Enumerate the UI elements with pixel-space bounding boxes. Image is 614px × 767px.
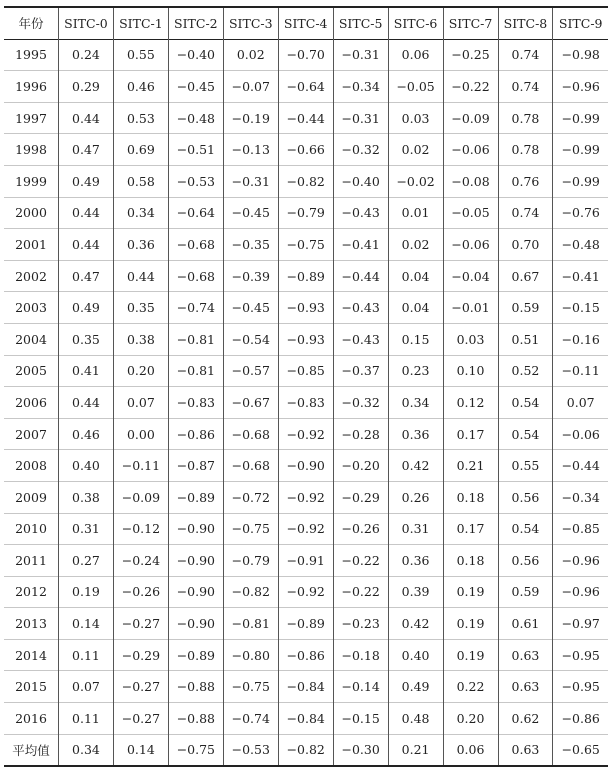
table-cell: −0.99 (553, 102, 608, 134)
table-cell: 0.51 (498, 323, 553, 355)
table-cell: −0.87 (168, 450, 223, 482)
table-cell: 0.47 (59, 134, 114, 166)
table-cell: 0.14 (59, 608, 114, 640)
table-row (4, 134, 608, 166)
table-cell: −0.92 (278, 513, 333, 545)
table-cell: −0.83 (168, 387, 223, 419)
table-cell: 0.02 (223, 39, 278, 71)
table-cell: 0.48 (388, 703, 443, 735)
table-cell: 0.03 (443, 323, 498, 355)
table-cell: 0.20 (443, 703, 498, 735)
table-row (4, 703, 608, 735)
table-cell: 0.38 (113, 323, 168, 355)
table-cell: −0.25 (443, 39, 498, 71)
row-label: 2003 (4, 292, 59, 324)
row-label: 2016 (4, 703, 59, 735)
row-label: 1995 (15, 47, 47, 63)
header-sitc-6: SITC-6 (388, 7, 443, 39)
table-cell: −0.51 (168, 134, 223, 166)
table-cell: −0.26 (333, 513, 388, 545)
table-cell: 0.20 (113, 355, 168, 387)
table-cell: −0.34 (333, 71, 388, 103)
table-cell: 0.44 (59, 229, 114, 261)
header-sitc-2: SITC-2 (168, 7, 223, 39)
table-row (4, 102, 608, 134)
table-cell: −0.22 (443, 71, 498, 103)
row-label: 2011 (4, 545, 59, 577)
table-cell: 0.74 (498, 39, 553, 71)
table-cell: 0.67 (498, 260, 553, 292)
table-cell: −0.92 (278, 481, 333, 513)
table-cell: −0.27 (113, 671, 168, 703)
table-cell: 0.39 (388, 576, 443, 608)
table-cell: 0.59 (498, 292, 553, 324)
table-row (4, 513, 608, 545)
table-cell: −0.28 (333, 418, 388, 450)
table-cell: 0.22 (443, 671, 498, 703)
table-cell: −0.27 (113, 608, 168, 640)
table-cell: 0.18 (443, 545, 498, 577)
table-cell: −0.86 (168, 418, 223, 450)
table-cell: −0.31 (333, 102, 388, 134)
table-cell: 0.38 (59, 481, 114, 513)
table-cell: 0.34 (388, 387, 443, 419)
table-cell: −0.54 (223, 323, 278, 355)
table-cell: 0.34 (113, 197, 168, 229)
table-row (4, 197, 608, 229)
table-cell: 0.63 (498, 671, 553, 703)
table-cell: −0.95 (553, 639, 608, 671)
table-cell: 0.07 (553, 387, 608, 419)
table-row (4, 481, 608, 513)
table-cell: −0.96 (553, 71, 608, 103)
table-cell: 0.78 (498, 102, 553, 134)
table-cell: −0.11 (113, 450, 168, 482)
table-cell: −0.99 (553, 165, 608, 197)
row-label: 2012 (4, 576, 59, 608)
table-row (4, 229, 608, 261)
table-cell: 0.70 (498, 229, 553, 261)
table-cell: −0.27 (113, 703, 168, 735)
table-cell: 0.07 (59, 671, 114, 703)
table-cell: −0.32 (333, 134, 388, 166)
table-cell: 0.04 (388, 260, 443, 292)
table-cell: −0.75 (278, 229, 333, 261)
table-cell: 0.74 (498, 197, 553, 229)
table-cell: 0.56 (498, 481, 553, 513)
trade-index-table (4, 6, 608, 767)
table-cell: −0.65 (553, 734, 608, 766)
table-cell: 0.27 (59, 545, 114, 577)
table-cell: 0.06 (388, 39, 443, 71)
table-row (4, 608, 608, 640)
table-cell: 0.47 (59, 260, 114, 292)
table-cell: 0.63 (498, 639, 553, 671)
table-cell: 0.69 (113, 134, 168, 166)
row-label: 2002 (4, 260, 59, 292)
table-cell: −0.81 (168, 355, 223, 387)
table-body (4, 39, 608, 766)
table-cell: −0.43 (333, 197, 388, 229)
table-cell: 0.49 (59, 292, 114, 324)
table-cell: 0.54 (498, 387, 553, 419)
table-cell: −0.90 (168, 513, 223, 545)
header-sitc-7: SITC-7 (443, 7, 498, 39)
table-cell: −0.68 (168, 260, 223, 292)
row-label: 2000 (4, 197, 59, 229)
row-label: 2009 (4, 481, 59, 513)
table-cell: −0.97 (553, 608, 608, 640)
table-cell: −0.75 (223, 671, 278, 703)
table-cell: 0.01 (388, 197, 443, 229)
row-label: 2005 (4, 355, 59, 387)
table-cell: 0.04 (388, 292, 443, 324)
table-cell: −0.39 (223, 260, 278, 292)
table-cell: −0.57 (223, 355, 278, 387)
table-cell: −0.64 (168, 197, 223, 229)
table-cell: 0.02 (388, 229, 443, 261)
table-cell: −0.75 (223, 513, 278, 545)
table-cell: −0.74 (223, 703, 278, 735)
row-label: 1996 (4, 71, 59, 103)
table-cell: −0.70 (278, 39, 333, 71)
table-cell: 0.07 (113, 387, 168, 419)
table-cell: −0.14 (333, 671, 388, 703)
table-cell: −0.35 (223, 229, 278, 261)
table-cell: −0.02 (388, 165, 443, 197)
table-cell: −0.89 (168, 639, 223, 671)
table-cell: 0.55 (113, 39, 168, 71)
table-cell: 0.44 (59, 387, 114, 419)
table-cell: 0.46 (113, 71, 168, 103)
table-cell: −0.29 (333, 481, 388, 513)
table-cell: 0.12 (443, 387, 498, 419)
table-cell: −0.09 (443, 102, 498, 134)
table-row (4, 639, 608, 671)
table-cell: −0.90 (168, 608, 223, 640)
table-cell: −0.20 (333, 450, 388, 482)
table-cell: 0.36 (388, 545, 443, 577)
table-cell: −0.04 (443, 260, 498, 292)
table-cell: 0.44 (59, 197, 114, 229)
table-cell: 0.46 (59, 418, 114, 450)
table-cell: 0.42 (388, 608, 443, 640)
header-year: 年份 (18, 16, 44, 32)
table-cell: −0.12 (113, 513, 168, 545)
table-cell: 0.56 (498, 545, 553, 577)
table-cell: 0.74 (498, 71, 553, 103)
table-cell: −0.85 (553, 513, 608, 545)
table-cell: 0.36 (113, 229, 168, 261)
table-cell: −0.82 (278, 734, 333, 766)
table-cell: −0.68 (223, 450, 278, 482)
table-cell: −0.89 (278, 260, 333, 292)
table-cell: −0.01 (443, 292, 498, 324)
table-row (4, 450, 608, 482)
table-cell: −0.44 (333, 260, 388, 292)
table-cell: 0.06 (443, 734, 498, 766)
row-label: 2010 (4, 513, 59, 545)
table-cell: 0.11 (59, 703, 114, 735)
table-cell: −0.40 (333, 165, 388, 197)
header-row (4, 7, 608, 39)
header-sitc-1: SITC-1 (113, 7, 168, 39)
table-cell: −0.15 (333, 703, 388, 735)
table-row (4, 671, 608, 703)
table-cell: −0.85 (278, 355, 333, 387)
row-label: 2014 (4, 639, 59, 671)
table-cell: −0.88 (168, 671, 223, 703)
row-label: 平均值 (4, 734, 59, 766)
table-cell: 0.21 (443, 450, 498, 482)
table-cell: 0.21 (388, 734, 443, 766)
table-cell: −0.84 (278, 671, 333, 703)
row-label: 2007 (4, 418, 59, 450)
table-cell: 0.40 (388, 639, 443, 671)
table-cell: −0.05 (443, 197, 498, 229)
table-cell: −0.76 (553, 197, 608, 229)
table-cell: 0.14 (113, 734, 168, 766)
table-cell: −0.92 (278, 576, 333, 608)
table-cell: 0.41 (59, 355, 114, 387)
table-cell: −0.93 (278, 292, 333, 324)
row-label: 2015 (4, 671, 59, 703)
table-cell: −0.68 (168, 229, 223, 261)
table-cell: −0.90 (278, 450, 333, 482)
table-cell: −0.45 (223, 197, 278, 229)
table-cell: 0.17 (443, 418, 498, 450)
table-cell: −0.90 (168, 576, 223, 608)
table-cell: −0.82 (278, 165, 333, 197)
table-cell: 0.49 (59, 165, 114, 197)
table-cell: −0.83 (278, 387, 333, 419)
table-cell: 0.15 (388, 323, 443, 355)
table-row (4, 71, 608, 103)
table-cell: −0.44 (553, 450, 608, 482)
table-cell: −0.09 (113, 481, 168, 513)
table-cell: −0.96 (553, 576, 608, 608)
table-cell: 0.53 (113, 102, 168, 134)
table-cell: 0.19 (443, 608, 498, 640)
table-cell: 0.52 (498, 355, 553, 387)
table-cell: −0.16 (553, 323, 608, 355)
table-cell: −0.79 (223, 545, 278, 577)
table-cell: −0.31 (333, 39, 388, 71)
table-cell: 0.19 (443, 576, 498, 608)
table-cell: −0.40 (168, 39, 223, 71)
table-cell: −0.89 (278, 608, 333, 640)
row-label: 2004 (4, 323, 59, 355)
table-row (4, 576, 608, 608)
table-cell: 0.17 (443, 513, 498, 545)
table-cell: −0.68 (223, 418, 278, 450)
table-cell: 0.31 (388, 513, 443, 545)
table-cell: 0.19 (59, 576, 114, 608)
table-cell: 0.78 (498, 134, 553, 166)
table-cell: −0.89 (168, 481, 223, 513)
table-cell: 0.40 (59, 450, 114, 482)
table-cell: 0.35 (59, 323, 114, 355)
table-cell: 0.34 (59, 734, 114, 766)
table-cell: 0.58 (113, 165, 168, 197)
table-cell: −0.80 (223, 639, 278, 671)
table-cell: −0.86 (278, 639, 333, 671)
table-cell: −0.81 (168, 323, 223, 355)
table-cell: −0.48 (168, 102, 223, 134)
table-cell: 0.35 (113, 292, 168, 324)
table-cell: 0.29 (59, 71, 114, 103)
table-cell: 0.54 (498, 418, 553, 450)
table-cell: 0.76 (498, 165, 553, 197)
average-row (4, 734, 608, 766)
table-cell: −0.06 (443, 134, 498, 166)
table-row (4, 260, 608, 292)
table-cell: −0.08 (443, 165, 498, 197)
table-cell: 0.61 (498, 608, 553, 640)
table-cell: 0.36 (388, 418, 443, 450)
table-cell: −0.34 (553, 481, 608, 513)
table-cell: 0.18 (443, 481, 498, 513)
table-cell: 0.49 (388, 671, 443, 703)
table-cell: −0.66 (278, 134, 333, 166)
table-cell: −0.31 (223, 165, 278, 197)
table-row (4, 292, 608, 324)
table-cell: −0.43 (333, 292, 388, 324)
table-row (4, 165, 608, 197)
table-cell: −0.30 (333, 734, 388, 766)
table-cell: −0.37 (333, 355, 388, 387)
table-cell: −0.41 (333, 229, 388, 261)
table-cell: −0.22 (333, 545, 388, 577)
table-cell: 0.19 (443, 639, 498, 671)
table-cell: −0.84 (278, 703, 333, 735)
table-cell: 0.23 (388, 355, 443, 387)
table-row (4, 323, 608, 355)
table-cell: −0.43 (333, 323, 388, 355)
row-label: 1999 (4, 165, 59, 197)
row-label: 2013 (4, 608, 59, 640)
table-cell: −0.88 (168, 703, 223, 735)
table-cell: 0.63 (498, 734, 553, 766)
row-label: 2001 (4, 229, 59, 261)
table-cell: 0.54 (498, 513, 553, 545)
table-cell: −0.13 (223, 134, 278, 166)
table-cell: −0.53 (168, 165, 223, 197)
table-cell: −0.26 (113, 576, 168, 608)
table-cell: −0.45 (168, 71, 223, 103)
table-cell: 0.31 (59, 513, 114, 545)
row-label: 1997 (4, 102, 59, 134)
table-cell: −0.91 (278, 545, 333, 577)
table-cell: 0.44 (113, 260, 168, 292)
table-cell: 0.62 (498, 703, 553, 735)
table-cell: 0.26 (388, 481, 443, 513)
table-row (4, 355, 608, 387)
table-cell: −0.98 (553, 39, 608, 71)
header-sitc-0: SITC-0 (59, 7, 114, 39)
table-cell: −0.48 (553, 229, 608, 261)
table-cell: −0.81 (223, 608, 278, 640)
table-row (4, 545, 608, 577)
table-cell: −0.05 (388, 71, 443, 103)
table-cell: −0.41 (553, 260, 608, 292)
table-cell: 0.02 (388, 134, 443, 166)
table-cell: −0.90 (168, 545, 223, 577)
table-cell: 0.55 (498, 450, 553, 482)
table-cell: 0.44 (59, 102, 114, 134)
table-cell: −0.64 (278, 71, 333, 103)
row-label: 2008 (4, 450, 59, 482)
table-cell: 0.24 (59, 39, 114, 71)
table-cell: −0.45 (223, 292, 278, 324)
header-sitc-9: SITC-9 (553, 7, 608, 39)
table-cell: −0.06 (443, 229, 498, 261)
table-cell: −0.72 (223, 481, 278, 513)
table-cell: 0.03 (388, 102, 443, 134)
table-cell: −0.74 (168, 292, 223, 324)
table-cell: −0.92 (278, 418, 333, 450)
table-cell: −0.99 (553, 134, 608, 166)
table-cell: −0.95 (553, 671, 608, 703)
header-sitc-8: SITC-8 (498, 7, 553, 39)
header-sitc-5: SITC-5 (333, 7, 388, 39)
table-cell: −0.86 (553, 703, 608, 735)
row-label: 1998 (4, 134, 59, 166)
table-row (4, 39, 608, 71)
table-cell: −0.19 (223, 102, 278, 134)
table-cell: −0.96 (553, 545, 608, 577)
table-cell: −0.18 (333, 639, 388, 671)
table-cell: −0.22 (333, 576, 388, 608)
table-cell: −0.29 (113, 639, 168, 671)
table-row (4, 418, 608, 450)
table-cell: 0.42 (388, 450, 443, 482)
table-cell: −0.75 (168, 734, 223, 766)
table-cell: 0.10 (443, 355, 498, 387)
table-cell: −0.06 (553, 418, 608, 450)
header-sitc-3: SITC-3 (223, 7, 278, 39)
row-label: 2006 (4, 387, 59, 419)
table-cell: 0.11 (59, 639, 114, 671)
table-cell: −0.79 (278, 197, 333, 229)
table-cell: −0.32 (333, 387, 388, 419)
table-cell: −0.44 (278, 102, 333, 134)
table-cell: −0.07 (223, 71, 278, 103)
table-cell: 0.00 (113, 418, 168, 450)
table-cell: −0.67 (223, 387, 278, 419)
table-cell: −0.53 (223, 734, 278, 766)
table-cell: −0.11 (553, 355, 608, 387)
table-cell: −0.15 (553, 292, 608, 324)
table-cell: −0.23 (333, 608, 388, 640)
table-cell: 0.59 (498, 576, 553, 608)
table-row (4, 387, 608, 419)
header-sitc-4: SITC-4 (278, 7, 333, 39)
table-cell: −0.93 (278, 323, 333, 355)
table-cell: −0.24 (113, 545, 168, 577)
table-cell: −0.82 (223, 576, 278, 608)
